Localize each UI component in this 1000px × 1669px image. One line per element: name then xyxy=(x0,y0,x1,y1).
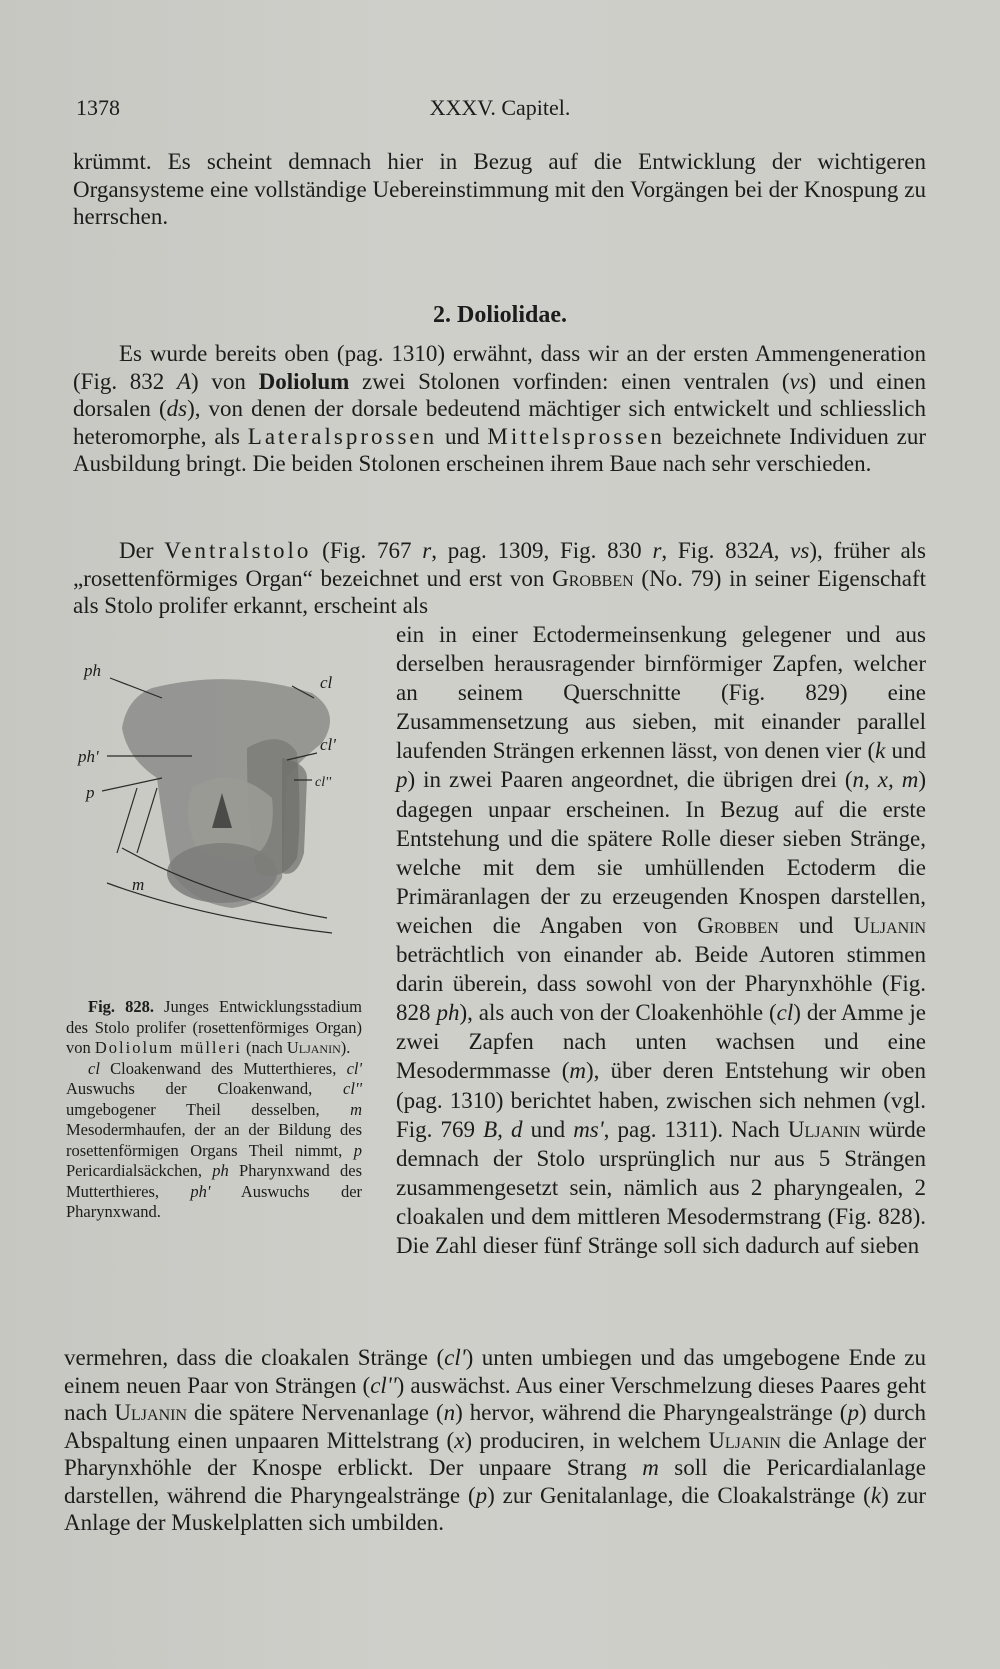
stolo-illustration xyxy=(78,661,382,988)
section-number: 2. xyxy=(432,302,451,328)
figure-828 xyxy=(78,661,382,988)
running-header xyxy=(76,95,924,125)
label-cl: cl xyxy=(320,673,333,692)
right-column-text xyxy=(396,620,926,1260)
section-title: Doliolidae. xyxy=(456,302,567,328)
label-ph: ph xyxy=(84,661,101,680)
paragraph-text: ein in einer Ectodermeinsenkung gelegener und aus derselben herausragender birnförmiger Zapfen, welcher an seinem Querschnitte (Fig. 829) eine Zusammensetzung aus sieben, mit einander parallel laufenden Strängen erkennen lässt, von denen vier (k und p) in zwei Paaren angeordnet, die übrigen drei (n, x, m) dagegen unpaar erscheinen. In Bezug auf die erste Entstehung und die spätere Rolle dieser sieben Stränge, welche mit dem sie umhüllenden Ectoderm die Primäranlagen der zu erzeugenden Knospen darstellen, weichen die Angaben von Grobben und Uljanin beträchtlich von einander ab. Beide Autoren stimmen darin überein, dass sowohl von der Pharynxhöhle (Fig. 828 ph), als auch von der Cloakenhöhle (cl) der Amme je zwei Zapfen nach unten wachsen und eine Mesodermmasse (m), über deren Entstehung wir oben (pag. 1310) berichtet haben, zwischen sich nehmen (vgl. Fig. 769 B, d und ms', pag. 1311). Nach Uljanin würde demnach der Stolo ursprünglich nur aus 5 Strängen zusammengesetzt sein, nämlich aus 2 pharyngealen, 2 cloakalen und dem mittleren Mesodermstrang (Fig. 828). Die Zahl dieser fünf Stränge soll sich dadurch auf sieben xyxy=(396,622,927,1258)
mesoderm-mass xyxy=(167,843,277,903)
section-heading xyxy=(0,302,1000,329)
chapter-title: XXXV. Capitel. xyxy=(429,95,571,120)
paragraph-intro xyxy=(73,148,926,231)
outer-lobe xyxy=(282,758,307,874)
paragraph-continuation xyxy=(64,1344,926,1537)
paragraph-text: Es wurde bereits oben (pag. 1310) erwähnt, dass wir an der ersten Ammengeneration (Fig. 832 A) von Doliolum zwei Stolonen vorfinden: einen ventralen (vs) und einen dorsalen (ds), von denen der dorsale bedeutend mächtiger sich entwickelt und schliesslich heteromorphe, als Lateralsprossen und Mittelsprossen bezeichnete Individuen zur Ausbildung bringt. Die beiden Stolonen erscheinen ihrem Baue nach sehr verschieden. xyxy=(73,341,926,476)
page-number: 1378 xyxy=(76,95,120,120)
label-cl-dprime: cl'' xyxy=(315,775,332,790)
label-ph-prime: ph' xyxy=(78,747,99,766)
paragraph-text: krümmt. Es scheint demnach hier in Bezug auf die Entwicklung der wichtigeren Organsysteme eine vollständige Uebereinstimmung mit den Vorgängen bei der Knospung zu herrschen. xyxy=(73,149,926,229)
paragraph-doliolidae xyxy=(73,340,926,478)
label-cl-prime: cl' xyxy=(320,735,336,754)
paragraph-ventralstolo xyxy=(73,537,926,620)
paragraph-text: vermehren, dass die cloakalen Stränge (cl') unten umbiegen und das umgebogene Ende zu einem neuen Paar von Strängen (cl'') auswächst. Aus einer Verschmelzung dieses Paares geht nach Uljanin die spätere Nervenanlage (n) hervor, während die Pharyngealstränge (p) durch Abspaltung einen unpaaren Mittelstrang (x) produciren, in welchem Uljanin die Anlage der Pharynxhöhle der Knospe erblickt. Der unpaare Strang m soll die Pericardialanlage darstellen, während die Pharyngealstränge (p) zur Genitalanlage, die Cloakalstränge (k) zur Anlage der Muskelplatten sich umbilden. xyxy=(64,1345,926,1535)
label-m: m xyxy=(132,875,145,894)
caption-title: Fig. 828. Junges Entwicklungsstadium des Stolo prolifer (rosettenförmiges Organ) von Doliolum mülleri (nach Uljanin). xyxy=(66,997,363,1057)
caption-legend: cl Cloakenwand des Mutterthieres, cl' Auswuchs der Cloakenwand, cl'' umgebogener Theil desselben, m Mesodermhaufen, der an der Bildung des rosettenförmigen Organs Theil nimmt, p Pericardialsäckchen, ph Pharynxwand des Mutterthieres, ph' Auswuchs der Pharynxwand. xyxy=(66,1058,363,1221)
paragraph-text: Der Ventralstolo (Fig. 767 r, pag. 1309, Fig. 830 r, Fig. 832A, vs), früher als „rosettenförmiges Organ“ bezeichnet und erst von Grobben (No. 79) in seiner Eigenschaft als Stolo prolifer erkannt, erscheint als xyxy=(73,538,927,618)
label-p: p xyxy=(86,783,95,802)
figure-caption xyxy=(66,997,362,1223)
